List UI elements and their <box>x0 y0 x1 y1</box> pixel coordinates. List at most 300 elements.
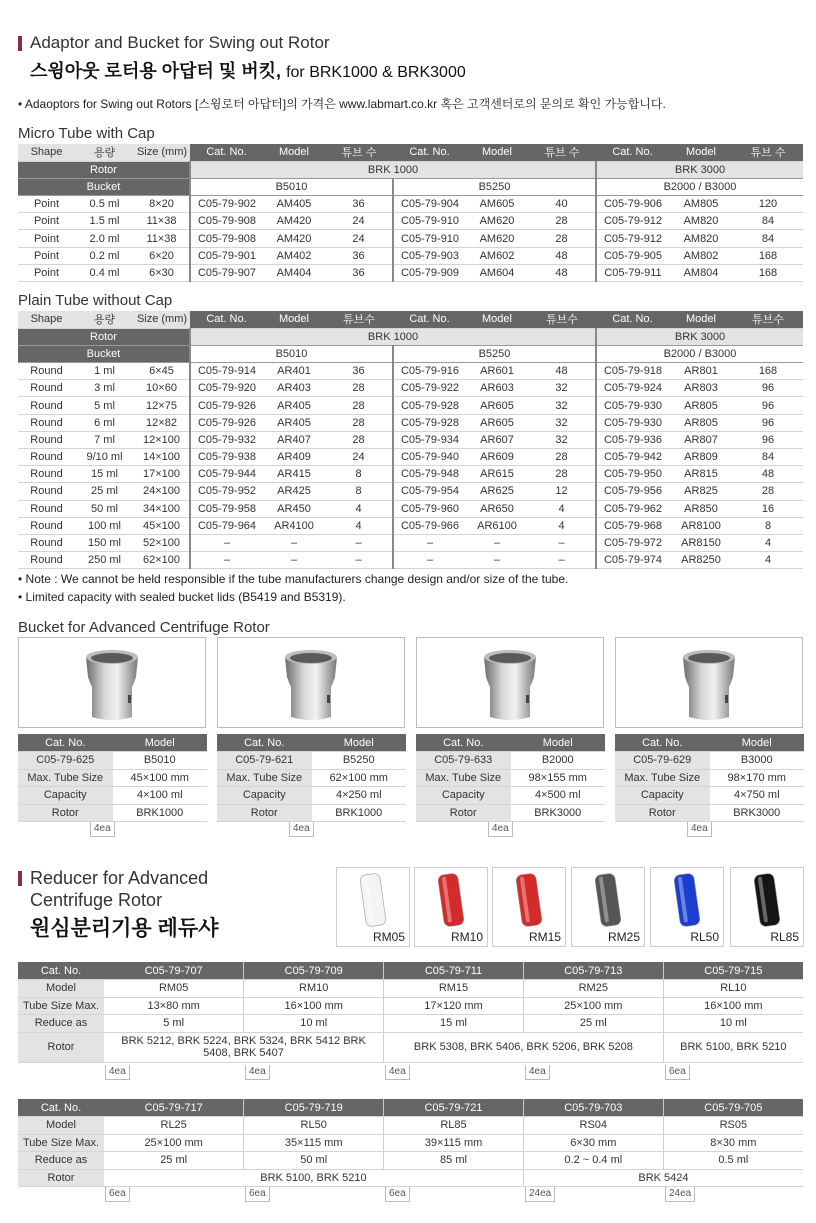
table-cell: C05-79-932 <box>190 431 263 448</box>
table-cell: AR625 <box>466 483 528 500</box>
reducer-photo-label: RM25 <box>607 930 640 944</box>
table-cell: 28 <box>325 380 393 397</box>
table-cell: AM820 <box>669 230 733 247</box>
quantity-badge: 24ea <box>665 1187 695 1202</box>
table-cell: C05-79-952 <box>190 483 263 500</box>
table-cell: Point <box>18 247 75 264</box>
cat-value: C05-79-713 <box>523 962 663 980</box>
table-cell: – <box>393 552 466 569</box>
table-cell: AR8100 <box>669 517 733 534</box>
table-cell: 96 <box>733 380 803 397</box>
bucket-image <box>416 637 604 728</box>
table-cell: 45×100 <box>134 517 190 534</box>
max-tube-size-label: Max. Tube Size <box>615 769 710 787</box>
table-cell: C05-79-924 <box>596 380 669 397</box>
table-cell: Round <box>18 431 75 448</box>
table-cell: AM602 <box>466 247 528 264</box>
model-value: RM10 <box>244 980 384 998</box>
rotor-value: BRK 5424 <box>523 1169 803 1187</box>
table-cell: 52×100 <box>134 534 190 551</box>
table-cell: 32 <box>528 414 596 431</box>
table-cell: 120 <box>733 196 803 213</box>
table-cell: 0.4 ml <box>75 264 134 281</box>
table-cell: C05-79-904 <box>393 196 466 213</box>
rotor-value: BRK 5212, BRK 5224, BRK 5324, BRK 5412 BRK 5408, BRK 5407 <box>104 1032 384 1062</box>
table-cell: 250 ml <box>75 552 134 569</box>
table-cell: Point <box>18 196 75 213</box>
table-cell: C05-79-912 <box>596 230 669 247</box>
rotor-label: Rotor <box>18 161 190 178</box>
table-cell: – <box>393 534 466 551</box>
tube-icon <box>731 868 805 934</box>
column-header: 튜브수 <box>733 311 803 328</box>
table-cell: 1.5 ml <box>75 213 134 230</box>
reducer-photo-rm15 <box>492 867 566 947</box>
table-cell: C05-79-930 <box>596 397 669 414</box>
cat-label: Cat. No. <box>18 1099 104 1117</box>
reduce-value: 10 ml <box>244 1015 384 1033</box>
page-title-kr <box>30 57 466 83</box>
table-cell: 12×82 <box>134 414 190 431</box>
model-label: Model <box>113 734 208 752</box>
table-cell: AR607 <box>466 431 528 448</box>
table-cell: AR425 <box>263 483 325 500</box>
reducer-photo-rl50 <box>650 867 724 947</box>
table-cell: C05-79-960 <box>393 500 466 517</box>
size-value: 16×100 mm <box>663 997 803 1015</box>
quantity-badge: 6ea <box>245 1187 270 1202</box>
bucket-image <box>217 637 405 728</box>
reducer-table-1 <box>18 962 803 1063</box>
quantity-badge: 4ea <box>687 822 712 837</box>
table-cell: Round <box>18 449 75 466</box>
table-cell: 5 ml <box>75 397 134 414</box>
table-cell: AR615 <box>466 466 528 483</box>
reduce-value: 50 ml <box>244 1152 384 1170</box>
rotor-value: BRK3000 <box>710 804 805 822</box>
reducer-title-line1: Reducer for Advanced <box>30 868 209 888</box>
table-cell: AM802 <box>669 247 733 264</box>
table-cell: Round <box>18 397 75 414</box>
b5250-header: B5250 <box>393 178 596 195</box>
table-cell: 36 <box>325 264 393 281</box>
table-cell: Round <box>18 500 75 517</box>
column-header: 튜브 수 <box>325 144 393 161</box>
table-cell: 28 <box>528 449 596 466</box>
table-cell: AR809 <box>669 449 733 466</box>
table-row <box>18 449 803 466</box>
column-header: Cat. No. <box>190 311 263 328</box>
bucket-icon <box>66 643 158 723</box>
table-cell: AR401 <box>263 363 325 380</box>
table-cell: C05-79-966 <box>393 517 466 534</box>
table-cell: AM820 <box>669 213 733 230</box>
quantity-badge: 6ea <box>385 1187 410 1202</box>
brk3000-header: BRK 3000 <box>596 161 803 178</box>
table-cell: 7 ml <box>75 431 134 448</box>
reduce-value: 85 ml <box>384 1152 524 1170</box>
table-cell: Point <box>18 230 75 247</box>
table-cell: C05-79-964 <box>190 517 263 534</box>
table-cell: AR8150 <box>669 534 733 551</box>
table-cell: AR405 <box>263 397 325 414</box>
table-cell: C05-79-926 <box>190 414 263 431</box>
table-cell: C05-79-956 <box>596 483 669 500</box>
column-header: Shape <box>18 311 75 328</box>
table-cell: Round <box>18 517 75 534</box>
quantity-badge: 4ea <box>385 1065 410 1080</box>
table-row <box>18 997 803 1015</box>
b2000-header: B2000 / B3000 <box>596 178 803 195</box>
table-cell: 4 <box>528 517 596 534</box>
table-row <box>18 1117 803 1135</box>
table-cell: AR801 <box>669 363 733 380</box>
table-cell: 28 <box>325 431 393 448</box>
table-cell: 36 <box>325 363 393 380</box>
table-cell: C05-79-910 <box>393 230 466 247</box>
table-cell: – <box>528 534 596 551</box>
table-cell: 6 ml <box>75 414 134 431</box>
capacity-value: 4×250 ml <box>312 787 407 805</box>
table-row <box>18 431 803 448</box>
table-cell: AR407 <box>263 431 325 448</box>
reducer-photo-rl85 <box>730 867 804 947</box>
column-header: 용량 <box>75 311 134 328</box>
table-cell: 96 <box>733 397 803 414</box>
cat-label: Cat. No. <box>18 734 113 752</box>
reduce-value: 10 ml <box>663 1015 803 1033</box>
note-line: • Limited capacity with sealed bucket lids (B5419 and B5319). <box>18 590 346 604</box>
table-row <box>18 962 803 980</box>
max-tube-size-value: 98×170 mm <box>710 769 805 787</box>
table-cell: – <box>325 552 393 569</box>
quantity-badge: 4ea <box>488 822 513 837</box>
rotor-value: BRK 5100, BRK 5210 <box>104 1169 523 1187</box>
quantity-badge: 4ea <box>90 822 115 837</box>
brk1000-header: BRK 1000 <box>190 161 596 178</box>
table-cell: Round <box>18 483 75 500</box>
quantity-badge: 4ea <box>105 1065 130 1080</box>
table-cell: C05-79-905 <box>596 247 669 264</box>
plain-section-title: Plain Tube without Cap <box>18 292 173 309</box>
table-cell: AR605 <box>466 397 528 414</box>
table-cell: 17×100 <box>134 466 190 483</box>
table-cell: 36 <box>325 247 393 264</box>
page-title-en: Adaptor and Bucket for Swing out Rotor <box>30 33 330 52</box>
column-header-row <box>18 311 803 328</box>
quantity-badge: 4ea <box>525 1065 550 1080</box>
table-cell: Point <box>18 213 75 230</box>
table-cell: C05-79-934 <box>393 431 466 448</box>
max-tube-size-label: Max. Tube Size <box>416 769 511 787</box>
column-header: 튜브수 <box>325 311 393 328</box>
rotor-row <box>18 1032 803 1062</box>
reducer-photo-label: RL50 <box>690 930 719 944</box>
cat-value: C05-79-715 <box>663 962 803 980</box>
table-cell: 48 <box>528 264 596 281</box>
table-cell: C05-79-928 <box>393 397 466 414</box>
brk3000-header: BRK 3000 <box>596 328 803 345</box>
table-cell: – <box>190 552 263 569</box>
rotor-value: BRK1000 <box>113 804 208 822</box>
table-cell: 10×60 <box>134 380 190 397</box>
bucket-spec-table <box>217 734 406 822</box>
table-cell: Round <box>18 552 75 569</box>
table-cell: 0.2 ml <box>75 247 134 264</box>
table-cell: 32 <box>528 380 596 397</box>
size-value: 17×120 mm <box>384 997 524 1015</box>
table-cell: AR415 <box>263 466 325 483</box>
table-cell: 1 ml <box>75 363 134 380</box>
table-cell: C05-79-938 <box>190 449 263 466</box>
table-cell: 6×45 <box>134 363 190 380</box>
column-header-row <box>18 144 803 161</box>
reducer-photo-label: RL85 <box>770 930 799 944</box>
table-cell: AR807 <box>669 431 733 448</box>
table-cell: 84 <box>733 230 803 247</box>
table-cell: AR650 <box>466 500 528 517</box>
table-cell: Round <box>18 363 75 380</box>
column-header: Model <box>669 144 733 161</box>
size-value: 39×115 mm <box>384 1134 524 1152</box>
reduce-value: 5 ml <box>104 1015 244 1033</box>
max-tube-size-value: 98×155 mm <box>511 769 606 787</box>
column-header: Shape <box>18 144 75 161</box>
rotor-label: Rotor <box>18 804 113 822</box>
cat-value: C05-79-705 <box>663 1099 803 1117</box>
size-value: 13×80 mm <box>104 997 244 1015</box>
capacity-label: Capacity <box>416 787 511 805</box>
reduce-label: Reduce as <box>18 1015 104 1033</box>
table-cell: 168 <box>733 247 803 264</box>
table-cell: C05-79-922 <box>393 380 466 397</box>
table-cell: AR450 <box>263 500 325 517</box>
table-cell: 11×38 <box>134 213 190 230</box>
size-value: 16×100 mm <box>244 997 384 1015</box>
reducer-title-kr: 원심분리기용 레듀샤 <box>30 917 219 940</box>
reduce-value: 0.2 ~ 0.4 ml <box>523 1152 663 1170</box>
table-cell: AM420 <box>263 213 325 230</box>
section-marker <box>18 36 22 51</box>
tube-icon <box>415 868 489 934</box>
quantity-badge: 6ea <box>105 1187 130 1202</box>
model-label: Model <box>312 734 407 752</box>
column-header: Cat. No. <box>393 144 466 161</box>
table-cell: AR803 <box>669 380 733 397</box>
reducer-title <box>30 867 208 911</box>
model-value: RS05 <box>663 1117 803 1135</box>
rotor-label: Rotor <box>18 328 190 345</box>
table-cell: C05-79-912 <box>596 213 669 230</box>
cat-value: C05-79-703 <box>523 1099 663 1117</box>
model-value: RL85 <box>384 1117 524 1135</box>
reduce-value: 25 ml <box>104 1152 244 1170</box>
size-label: Tube Size Max. <box>18 1134 104 1152</box>
table-cell: AR6100 <box>466 517 528 534</box>
table-cell: AR815 <box>669 466 733 483</box>
size-value: 8×30 mm <box>663 1134 803 1152</box>
table-cell: AR601 <box>466 363 528 380</box>
table-row <box>18 264 803 281</box>
title-suffix: for BRK1000 & BRK3000 <box>286 64 466 81</box>
table-cell: 96 <box>733 431 803 448</box>
micro-tube-table <box>18 144 803 282</box>
model-value: B5010 <box>113 752 208 770</box>
tube-icon <box>493 868 567 934</box>
table-cell: 25 ml <box>75 483 134 500</box>
size-label: Tube Size Max. <box>18 997 104 1015</box>
cat-value: C05-79-707 <box>104 962 244 980</box>
table-cell: 48 <box>528 363 596 380</box>
table-cell: C05-79-906 <box>596 196 669 213</box>
table-cell: AM604 <box>466 264 528 281</box>
table-cell: C05-79-902 <box>190 196 263 213</box>
b5010-header: B5010 <box>190 178 393 195</box>
table-cell: C05-79-968 <box>596 517 669 534</box>
table-cell: AM805 <box>669 196 733 213</box>
bucket-image <box>615 637 803 728</box>
quantity-badge: 24ea <box>525 1187 555 1202</box>
reducer-photo-label: RM05 <box>372 930 405 944</box>
table-row <box>18 980 803 998</box>
table-cell: – <box>190 534 263 551</box>
table-cell: 28 <box>528 213 596 230</box>
table-row <box>18 534 803 551</box>
table-cell: 6×20 <box>134 247 190 264</box>
price-notice: • Adaoptors for Swing out Rotors [스윙로터 아답터]의 가격은 www.labmart.co.kr 혹은 고객센터로의 문의로 확인 가능합니다. <box>18 97 666 111</box>
table-cell: AR403 <box>263 380 325 397</box>
table-cell: 4 <box>733 534 803 551</box>
capacity-value: 4×500 ml <box>511 787 606 805</box>
reducer-photo-rm10 <box>414 867 488 947</box>
rotor-value: BRK 5308, BRK 5406, BRK 5206, BRK 5208 <box>384 1032 664 1062</box>
table-cell: C05-79-930 <box>596 414 669 431</box>
table-cell: 28 <box>325 414 393 431</box>
tube-icon <box>572 868 646 934</box>
table-cell: AM620 <box>466 213 528 230</box>
table-row <box>18 1099 803 1117</box>
table-cell: 3 ml <box>75 380 134 397</box>
brk1000-header: BRK 1000 <box>190 328 596 345</box>
table-cell: 34×100 <box>134 500 190 517</box>
reduce-label: Reduce as <box>18 1152 104 1170</box>
reduce-value: 25 ml <box>523 1015 663 1033</box>
model-value: RS04 <box>523 1117 663 1135</box>
cat-value: C05-79-721 <box>384 1099 524 1117</box>
table-cell: 28 <box>325 397 393 414</box>
table-cell: – <box>528 552 596 569</box>
model-label: Model <box>710 734 805 752</box>
table-cell: 150 ml <box>75 534 134 551</box>
table-row <box>18 196 803 213</box>
table-cell: C05-79-910 <box>393 213 466 230</box>
size-value: 25×100 mm <box>104 1134 244 1152</box>
cat-value: C05-79-709 <box>244 962 384 980</box>
b5250-header: B5250 <box>393 345 596 362</box>
column-header: Cat. No. <box>393 311 466 328</box>
table-cell: AM420 <box>263 230 325 247</box>
cat-value: C05-79-711 <box>384 962 524 980</box>
reducer-photo-label: RM10 <box>450 930 483 944</box>
table-cell: 24×100 <box>134 483 190 500</box>
table-cell: AR603 <box>466 380 528 397</box>
cat-label: Cat. No. <box>217 734 312 752</box>
column-header: Cat. No. <box>596 311 669 328</box>
table-cell: AR805 <box>669 414 733 431</box>
column-header: 튜브수 <box>528 311 596 328</box>
size-value: 35×115 mm <box>244 1134 384 1152</box>
table-row <box>18 466 803 483</box>
column-header: Cat. No. <box>190 144 263 161</box>
b2000-header: B2000 / B3000 <box>596 345 803 362</box>
table-cell: AM605 <box>466 196 528 213</box>
rotor-value: BRK3000 <box>511 804 606 822</box>
cat-no: C05-79-633 <box>416 752 511 770</box>
table-cell: 168 <box>733 363 803 380</box>
model-value: RM05 <box>104 980 244 998</box>
table-cell: 48 <box>528 247 596 264</box>
table-cell: AM402 <box>263 247 325 264</box>
table-cell: Round <box>18 466 75 483</box>
table-cell: AM405 <box>263 196 325 213</box>
table-cell: 4 <box>325 500 393 517</box>
table-cell: 32 <box>528 397 596 414</box>
model-value: RM25 <box>523 980 663 998</box>
table-cell: AR850 <box>669 500 733 517</box>
table-row <box>18 483 803 500</box>
table-cell: C05-79-916 <box>393 363 466 380</box>
rotor-row <box>18 1169 803 1187</box>
table-row <box>18 397 803 414</box>
table-row <box>18 500 803 517</box>
table-cell: – <box>325 534 393 551</box>
table-cell: 4 <box>325 517 393 534</box>
table-cell: 100 ml <box>75 517 134 534</box>
rotor-label: Rotor <box>416 804 511 822</box>
table-cell: 24 <box>325 230 393 247</box>
table-cell: Round <box>18 414 75 431</box>
title-kr-text: 스윙아웃 로터용 아답터 및 버킷, <box>30 61 282 81</box>
column-header: Model <box>263 144 325 161</box>
model-value: RM15 <box>384 980 524 998</box>
rotor-label: Rotor <box>615 804 710 822</box>
model-value: B3000 <box>710 752 805 770</box>
quantity-badge: 4ea <box>289 822 314 837</box>
table-cell: C05-79-962 <box>596 500 669 517</box>
reducer-photo-label: RM15 <box>528 930 561 944</box>
table-cell: C05-79-911 <box>596 264 669 281</box>
table-cell: 9/10 ml <box>75 449 134 466</box>
table-cell: C05-79-901 <box>190 247 263 264</box>
table-cell: 6×30 <box>134 264 190 281</box>
table-cell: 4 <box>733 552 803 569</box>
table-cell: C05-79-940 <box>393 449 466 466</box>
cat-value: C05-79-717 <box>104 1099 244 1117</box>
table-cell: 84 <box>733 213 803 230</box>
table-cell: 84 <box>733 449 803 466</box>
table-row <box>18 1134 803 1152</box>
table-cell: AR605 <box>466 414 528 431</box>
column-header: 용량 <box>75 144 134 161</box>
column-header: Model <box>466 144 528 161</box>
table-cell: C05-79-907 <box>190 264 263 281</box>
reducer-title-line2: Centrifuge Rotor <box>30 890 163 910</box>
quantity-badge: 4ea <box>245 1065 270 1080</box>
table-cell: C05-79-958 <box>190 500 263 517</box>
table-cell: Round <box>18 380 75 397</box>
table-row <box>18 517 803 534</box>
cat-label: Cat. No. <box>18 962 104 980</box>
